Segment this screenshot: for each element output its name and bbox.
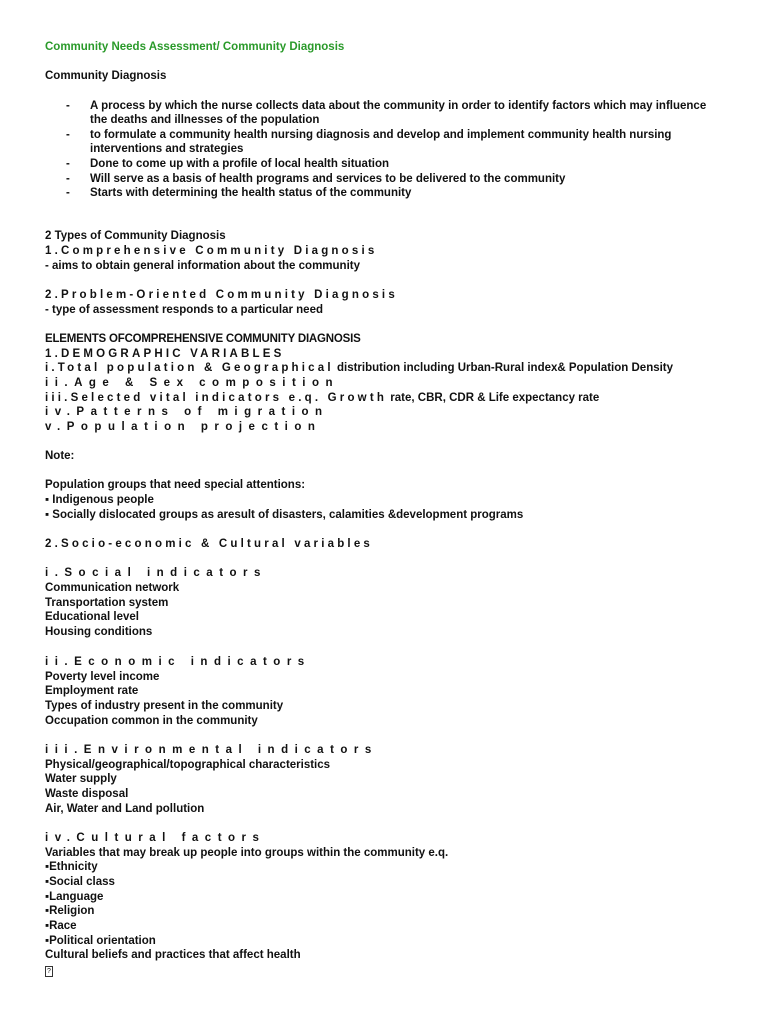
note-item: ▪ Indigenous people: [45, 494, 154, 506]
environmental-indicators-label: iii.Environmental indicators: [45, 744, 378, 756]
dash-marker: -: [66, 129, 70, 141]
demographic-heading: 1.DEMOGRAPHIC VARIABLES: [45, 348, 285, 360]
demo-item-v: v.Population projection: [45, 421, 322, 433]
list-item: ▪Race: [45, 920, 77, 932]
dash-marker: -: [66, 187, 70, 199]
note-item: ▪ Socially dislocated groups as aresult of disasters, calamities &development programs: [45, 509, 524, 521]
demo-item-i: [45, 361, 673, 375]
bullet-line: interventions and strategies: [90, 143, 244, 155]
type-1-title: 1.Comprehensive Community Diagnosis: [45, 245, 378, 257]
list-item: Waste disposal: [45, 788, 129, 800]
dash-marker: -: [66, 173, 70, 185]
type-1-desc: - aims to obtain general information about the community: [45, 260, 360, 272]
demo-item-iii-spaced: iii.Selected vital indicators e.q. Growth: [45, 392, 388, 404]
cultural-factors-label: iv.Cultural factors: [45, 832, 266, 844]
elements-heading: ELEMENTS OFCOMPREHENSIVE COMMUNITY DIAGNOSIS: [45, 333, 361, 345]
demo-item-iii: [45, 391, 599, 405]
missing-glyph-icon: ?: [45, 966, 53, 977]
economic-indicators-label: ii.Economic indicators: [45, 656, 311, 668]
type-2-desc: - type of assessment responds to a particular need: [45, 304, 323, 316]
list-item: Types of industry present in the community: [45, 700, 284, 712]
types-heading: 2 Types of Community Diagnosis: [45, 230, 226, 242]
document-title: Community Needs Assessment/ Community Diagnosis: [45, 41, 345, 53]
list-item: ▪Language: [45, 891, 104, 903]
note-heading: Population groups that need special attentions:: [45, 479, 306, 491]
social-indicators-label: i.Social indicators: [45, 567, 267, 579]
bullet-line: Will serve as a basis of health programs and services to be delivered to the community: [90, 173, 566, 185]
bullet-line: Starts with determining the health status of the community: [90, 187, 412, 199]
list-item: Physical/geographical/topographical characteristics: [45, 759, 331, 771]
socio-heading: 2.Socio-economic & Cultural variables: [45, 538, 374, 550]
demo-item-i-spaced: i.Total population & Geographical: [45, 362, 334, 374]
bullet-line: the deaths and illnesses of the population: [90, 114, 320, 126]
list-item: Transportation system: [45, 597, 169, 609]
list-item: ▪Political orientation: [45, 935, 156, 947]
bullet-line: Done to come up with a profile of local health situation: [90, 158, 390, 170]
demo-item-iv: iv.Patterns of migration: [45, 406, 329, 418]
list-item: Educational level: [45, 611, 139, 623]
dash-marker: -: [66, 158, 70, 170]
demo-item-i-rest: distribution including Urban-Rural index& Population Density: [336, 362, 674, 374]
list-item: ▪Social class: [45, 876, 115, 888]
note-label: Note:: [45, 450, 75, 462]
list-item: Occupation common in the community: [45, 715, 258, 727]
list-item: Housing conditions: [45, 626, 153, 638]
bullet-line: A process by which the nurse collects data about the community in order to identify factors which may influence: [90, 100, 707, 112]
list-item: Air, Water and Land pollution: [45, 803, 205, 815]
list-item: Communication network: [45, 582, 180, 594]
type-2-title: 2.Problem-Oriented Community Diagnosis: [45, 289, 398, 301]
dash-marker: -: [66, 100, 70, 112]
bullet-line: to formulate a community health nursing diagnosis and develop and implement community health nursing: [90, 129, 672, 141]
demo-item-ii: ii.Age & Sex composition: [45, 377, 340, 389]
section-heading: Community Diagnosis: [45, 70, 167, 82]
list-item: Poverty level income: [45, 671, 160, 683]
list-item: ▪Ethnicity: [45, 861, 98, 873]
list-item: Employment rate: [45, 685, 139, 697]
demo-item-iii-rest: rate, CBR, CDR & Life expectancy rate: [390, 392, 600, 404]
list-item: Variables that may break up people into groups within the community e.q.: [45, 847, 449, 859]
list-item: Cultural beliefs and practices that affect health: [45, 949, 301, 961]
list-item: Water supply: [45, 773, 117, 785]
list-item: ▪Religion: [45, 905, 95, 917]
